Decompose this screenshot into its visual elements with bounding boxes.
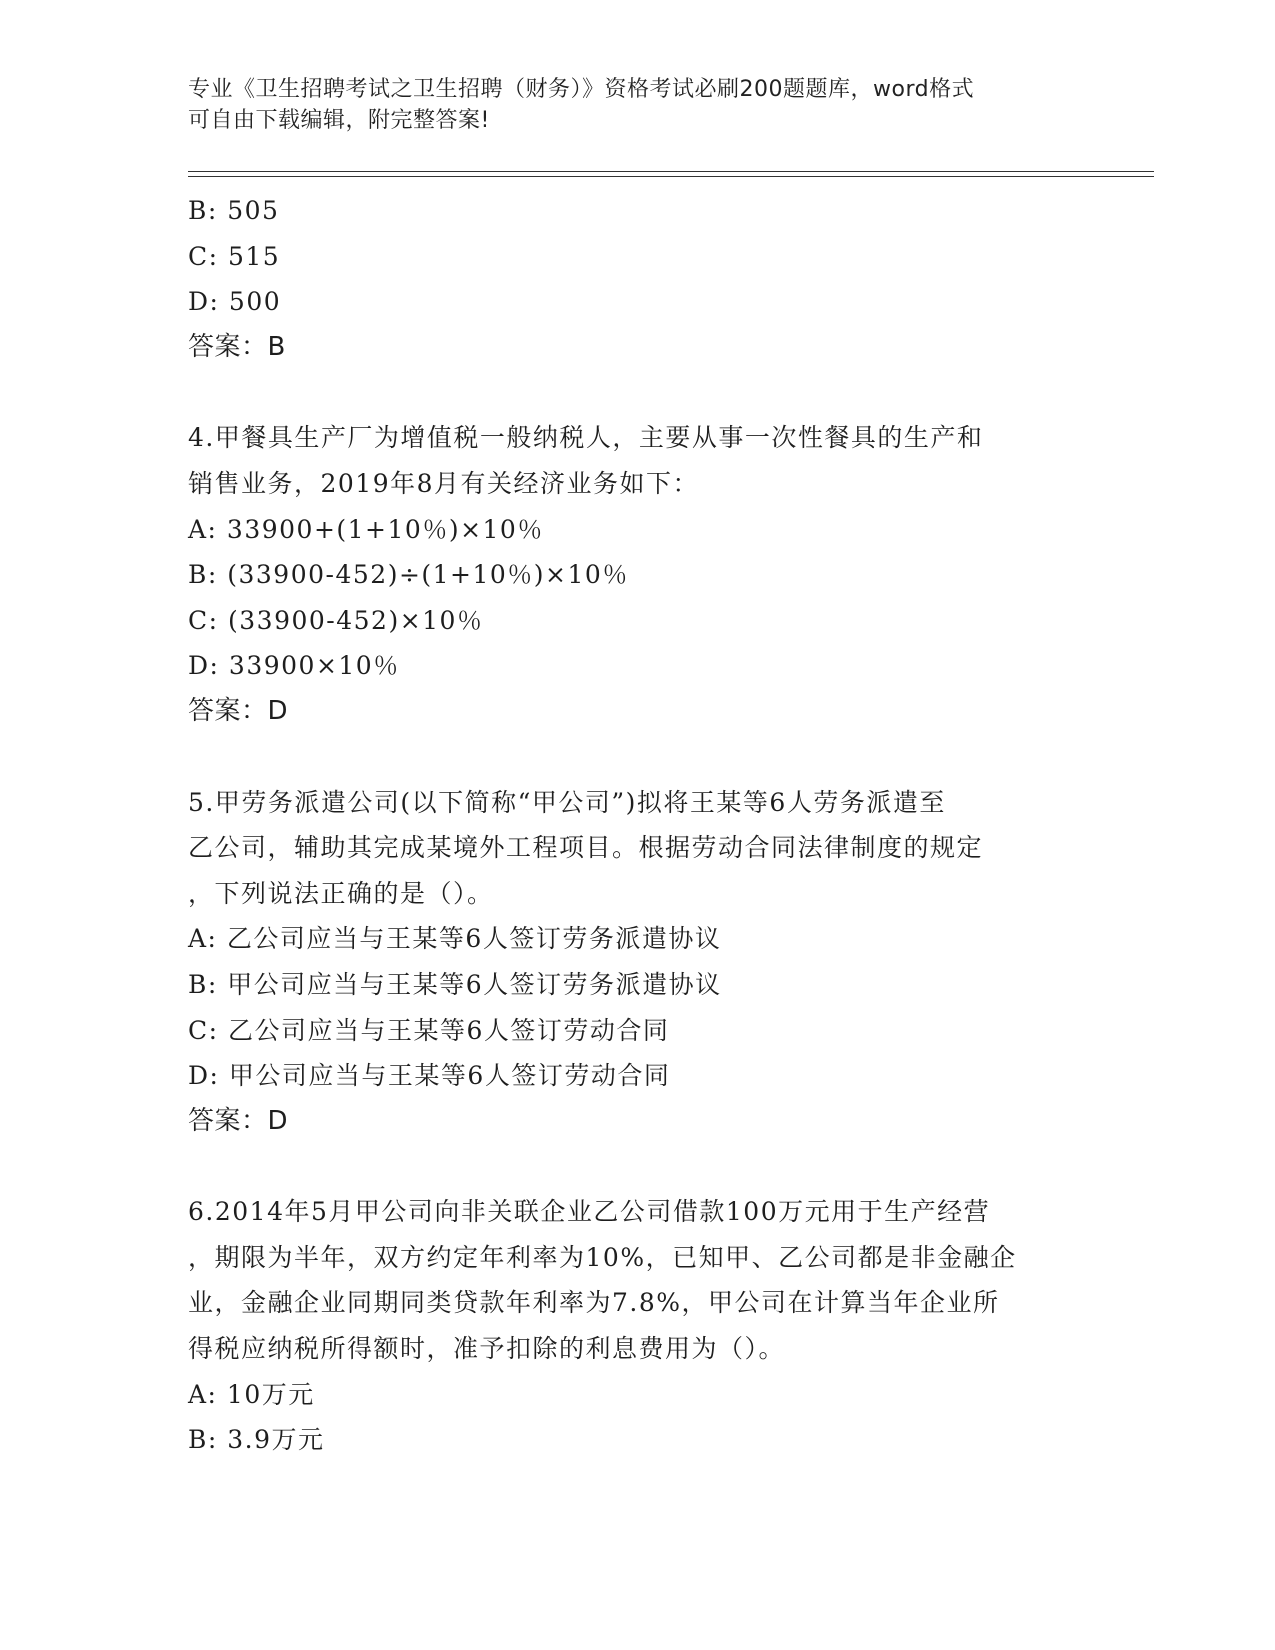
answer-line: 答案：D <box>188 1105 289 1136</box>
option-b: B: 3.9万元 <box>188 1425 325 1455</box>
option-b: B: (33900-452)÷(1+10％)×10％ <box>188 560 629 590</box>
option-d: D: 500 <box>188 287 282 317</box>
question-text: 5.甲劳务派遣公司(以下简称“甲公司”)拟将王某等6人劳务派遣至 <box>188 787 946 817</box>
option-a: A: 10万元 <box>188 1379 315 1409</box>
question-4 <box>188 415 1088 734</box>
question-text: 销售业务，2019年8月有关经济业务如下： <box>188 468 700 498</box>
answer-line: 答案：D <box>188 695 289 726</box>
answer-line: 答案：B <box>188 331 286 362</box>
question-6 <box>188 1189 1088 1463</box>
option-c: C: (33900-452)×10％ <box>188 605 484 635</box>
question-5 <box>188 780 1088 1145</box>
option-c: C: 乙公司应当与王某等6人签订劳动合同 <box>188 1015 670 1045</box>
header-title-line-1: 专业《卫生招聘考试之卫生招聘（财务）》资格考试必刷200题题库，word格式 <box>188 77 975 102</box>
question-text: 业，金融企业同期同类贷款年利率为7.8%，甲公司在计算当年企业所 <box>188 1288 1000 1318</box>
option-d: D: 33900×10％ <box>188 651 400 681</box>
header-divider-top <box>188 171 1154 172</box>
header-title-line-2: 可自由下载编辑，附完整答案! <box>188 108 490 133</box>
option-b: B: 505 <box>188 196 280 225</box>
option-a: A: 乙公司应当与王某等6人签订劳务派遣协议 <box>188 924 722 954</box>
question-list <box>188 188 1088 1463</box>
option-c: C: 515 <box>188 241 281 271</box>
question-text: 乙公司，辅助其完成某境外工程项目。根据劳动合同法律制度的规定 <box>188 833 984 863</box>
question-text: 6.2014年5月甲公司向非关联企业乙公司借款100万元用于生产经营 <box>188 1197 991 1227</box>
question-text: ，期限为半年，双方约定年利率为10%，已知甲、乙公司都是非金融企 <box>188 1242 1017 1272</box>
document-header <box>188 74 1068 136</box>
option-a: A: 33900+(1+10％)×10％ <box>188 514 544 544</box>
option-b: B: 甲公司应当与王某等6人签订劳务派遣协议 <box>188 969 722 999</box>
header-divider-bottom <box>188 176 1154 177</box>
question-text: ，下列说法正确的是（）。 <box>188 878 494 908</box>
question-text: 4.甲餐具生产厂为增值税一般纳税人，主要从事一次性餐具的生产和 <box>188 423 984 453</box>
option-d: D: 甲公司应当与王某等6人签订劳动合同 <box>188 1061 671 1091</box>
question-text: 得税应纳税所得额时，准予扣除的利息费用为（）。 <box>188 1334 786 1364</box>
question-3-tail <box>188 188 1088 370</box>
